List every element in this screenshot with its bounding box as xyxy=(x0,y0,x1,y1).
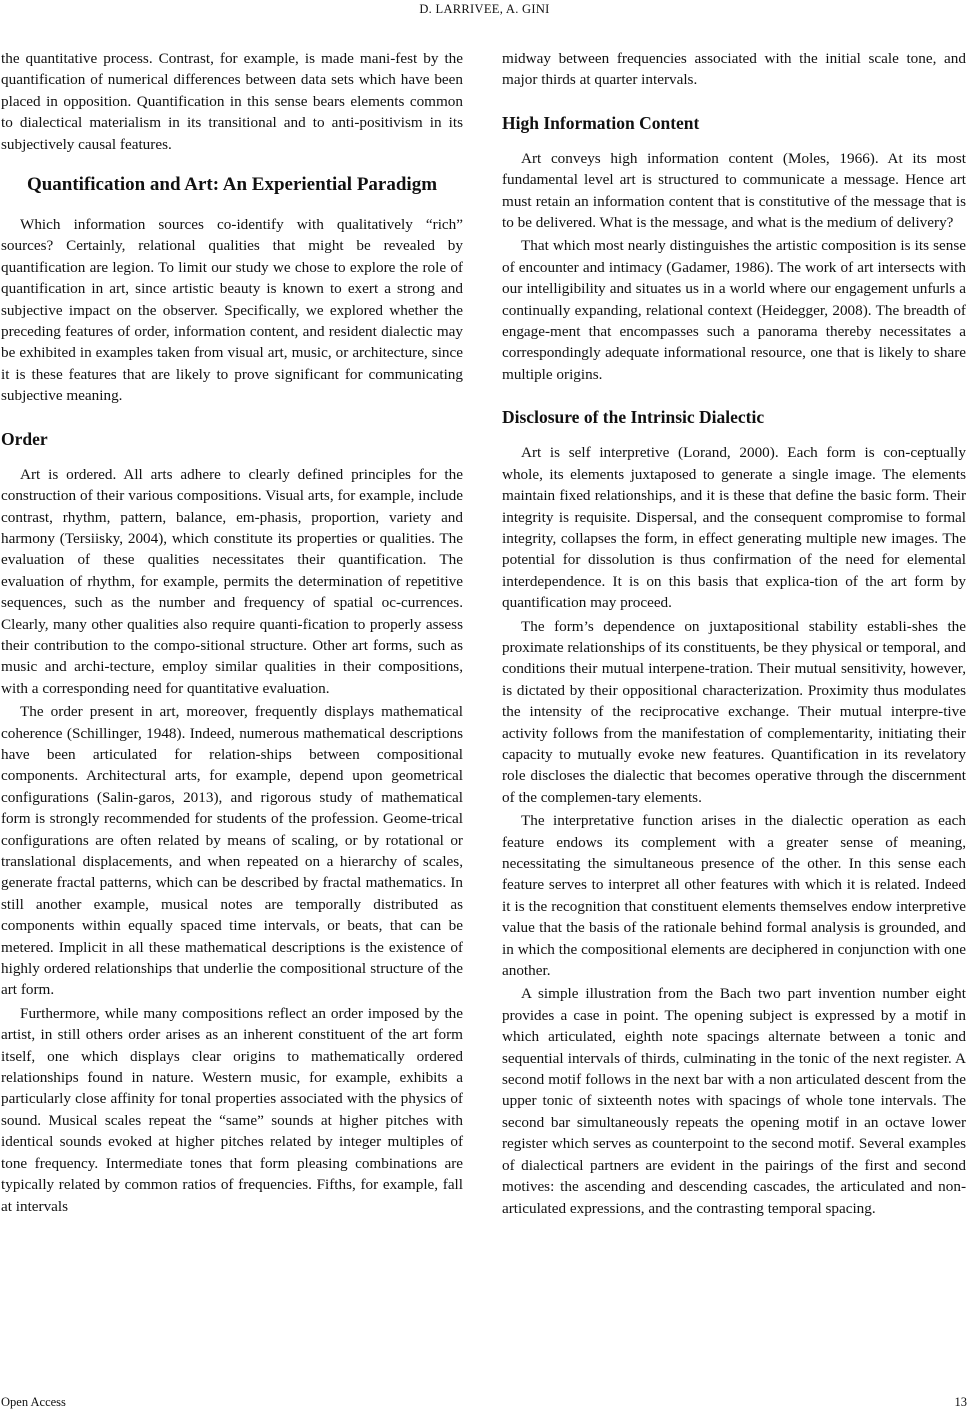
right-paragraph-1: Art conveys high information content (Moles, 1966). At its most fundamental level art is structured to communicate a message. Hence art must retain an information content that is constitutive of the message that is to be delivered. What is the message, and what is the medium of delivery? xyxy=(502,149,966,232)
section-heading-quantification-and-art: Quantification and Art: An Experiential Paradigm xyxy=(26,174,438,196)
right-paragraph-5: The interpretative function arises in the dialectic operation as each feature endows its complement with a greater sense of meaning, necessitating the simultaneous presence of the other. In this sense each feature serves to interpret all other features with which it is related. Indeed it is the recognition that constituent elements themselves endow interpretive value that the basis of the rationale behind formal analysis is grounded, and in which the compositional elements are deciphered in conjunction with one another. xyxy=(502,812,966,980)
right-paragraph-3: Art is self interpretive (Lorand, 2000). Each form is con-ceptually whole, its elements juxtaposed to generate a single image. The elements maintain fixed relationships, and it is these that define the basic form. Their integrity is requisite. Dispersal, and the consequent compromise to formal integrity, collapses the form, in effect generating multiple new images. The potential for dissolution is thus confirmation of the need for elemental interdependence. It is on this basis that explica-tion of the art form by quantification may proceed. xyxy=(502,444,966,612)
section-heading-intrinsic-dialectic: Disclosure of the Intrinsic Dialectic xyxy=(502,407,765,428)
running-head: D. LARRIVEE, A. GINI xyxy=(419,2,550,16)
right-paragraph-0: midway between frequencies associated with the initial scale tone, and major thirds at quarter intervals. xyxy=(502,50,966,89)
left-paragraph-4: Furthermore, while many compositions reflect an order imposed by the artist, in still others order arises as an inherent constituent of the art form itself, one which displays clear origins to mathematically ordered relationships found in nature. Western music, for example, exhibits a particularly close affinity for tonal properties associated with the physics of sound. Musical scales repeat the “same” sounds at higher pitches with identical sounds evoked at higher pitches related by integer multiples of tone frequency. Intermediate tones that form pleasing combinations are typically related by common ratios of frequencies. Fifths, for example, fall at intervals xyxy=(1,1004,463,1215)
page-number: 13 xyxy=(954,1395,967,1409)
section-heading-high-information-content: High Information Content xyxy=(502,112,700,133)
right-paragraph-2: That which most nearly distinguishes the artistic composition is its sense of encounter and intimacy (Gadamer, 1986). The work of art intersects with our intelligibility and situates us in a world where our engagement unfurls a continually expanding, relational context (Heidegger, 2008). The breadth of engage-ment that encompasses such a panorama thereby necessitates a correspondingly adequate informational resource, one that is likely to share multiple origins. xyxy=(502,237,966,383)
left-column xyxy=(1,48,463,1219)
left-paragraph-0: the quantitative process. Contrast, for example, is made mani-fest by the quantification of numerical differences between data sets which have been placed in opposition. Quantification in this sense bears elements common to dialectical materialism in its transitional and to anti-positivism in its subjectively causal features. xyxy=(1,50,463,153)
left-paragraph-2: Art is ordered. All arts adhere to clearly defined principles for the construction of their various compositions. Visual arts, for example, include contrast, rhythm, pattern, balance, em-phasis, proportion, variety and harmony (Tersiisky, 2004), which constitute its properties or qualities. The evaluation of these qualities necessitates their quantification. The evaluation of rhythm, for example, permits the determination of repetitive sequences, such as the number and frequency of spatial oc-currences. Clearly, many other qualities also require quanti-fication to properly assess their contribution to the compo-sitional structure. Other art forms, such as music and archi-tecture, employ similar qualities in their compositions, with a corresponding need for quantitative evaluation. xyxy=(1,465,463,697)
footer-open-access: Open Access xyxy=(1,1395,66,1409)
right-paragraph-6: A simple illustration from the Bach two part invention number eight provides a case in point. The opening subject is expressed by a motif in which articulated, eighth note spacings alternate between a tonic and sequential intervals of thirds, culminating in the tonic of the next register. A second motif follows in the next bar with a non articulated descent from the upper tonic of sixteenth notes with spacings of whole tone intervals. The second bar simultaneously repeats the opening motif in an octave lower register which serves as counterpoint to the second motif. Several examples of dialectical partners are evident in the pairings of the first and second motives: the ascending and descending cascades, the articulated and non-articulated expressions, and the contrasting temporal spacing. xyxy=(502,985,966,1217)
left-paragraph-1: Which information sources co-identify with qualitatively “rich” sources? Certainly, relational qualities that might be revealed by quantification are legion. To limit our study we chose to explore the role of quantification in art, since artistic beauty is known to exert a strong and subjective impact on the observer. Specifically, we explored whether the preceding features of order, information content, and resident dialectic may be exhibited in examples taken from visual art, music, or architecture, since it is these features that are likely to prove significant for communicating subjective meaning. xyxy=(1,216,463,405)
right-column xyxy=(502,48,966,1221)
section-heading-order: Order xyxy=(1,428,48,449)
right-paragraph-4: The form’s dependence on juxtapositional stability establi-shes the proximate relationships of its constituents, be they physical or temporal, and conditions their mutual interpene-tration. Their mutual sensitivity, however, is dictated by their oppositional characterization. Proximity thus modulates the intensity of the reciprocative exchange. Their mutual interpre-tive activity follows from the manifestation of complementarity, initiating their capacity to mutually evoke new features. Quantification in its revelatory role discloses the dialectic that becomes operative through the discernment of the complemen-tary elements. xyxy=(502,617,966,806)
left-paragraph-3: The order present in art, moreover, frequently displays mathematical coherence (Schillinger, 1948). Indeed, numerous mathematical descriptions have been articulated for relation-ships between compositional components. Architectural arts, for example, depend upon geometrical configurations (Salin-garos, 2013), and rigorous study of mathematical form is strongly recommended for students of the profession. Geome-trical configurations are often related by means of scaling, or by rotational or translational displacements, and when repeated on a hierarchy of scales, generate fractal patterns, which can be described by fractal mathematics. In still another example, musical notes are temporally distributed as components within equally spaced time intervals, or beats, that can be metered. Implicit in all these mathematical descriptions is the existence of highly ordered relationships that underlie the compositional structure of the art form. xyxy=(1,703,463,999)
